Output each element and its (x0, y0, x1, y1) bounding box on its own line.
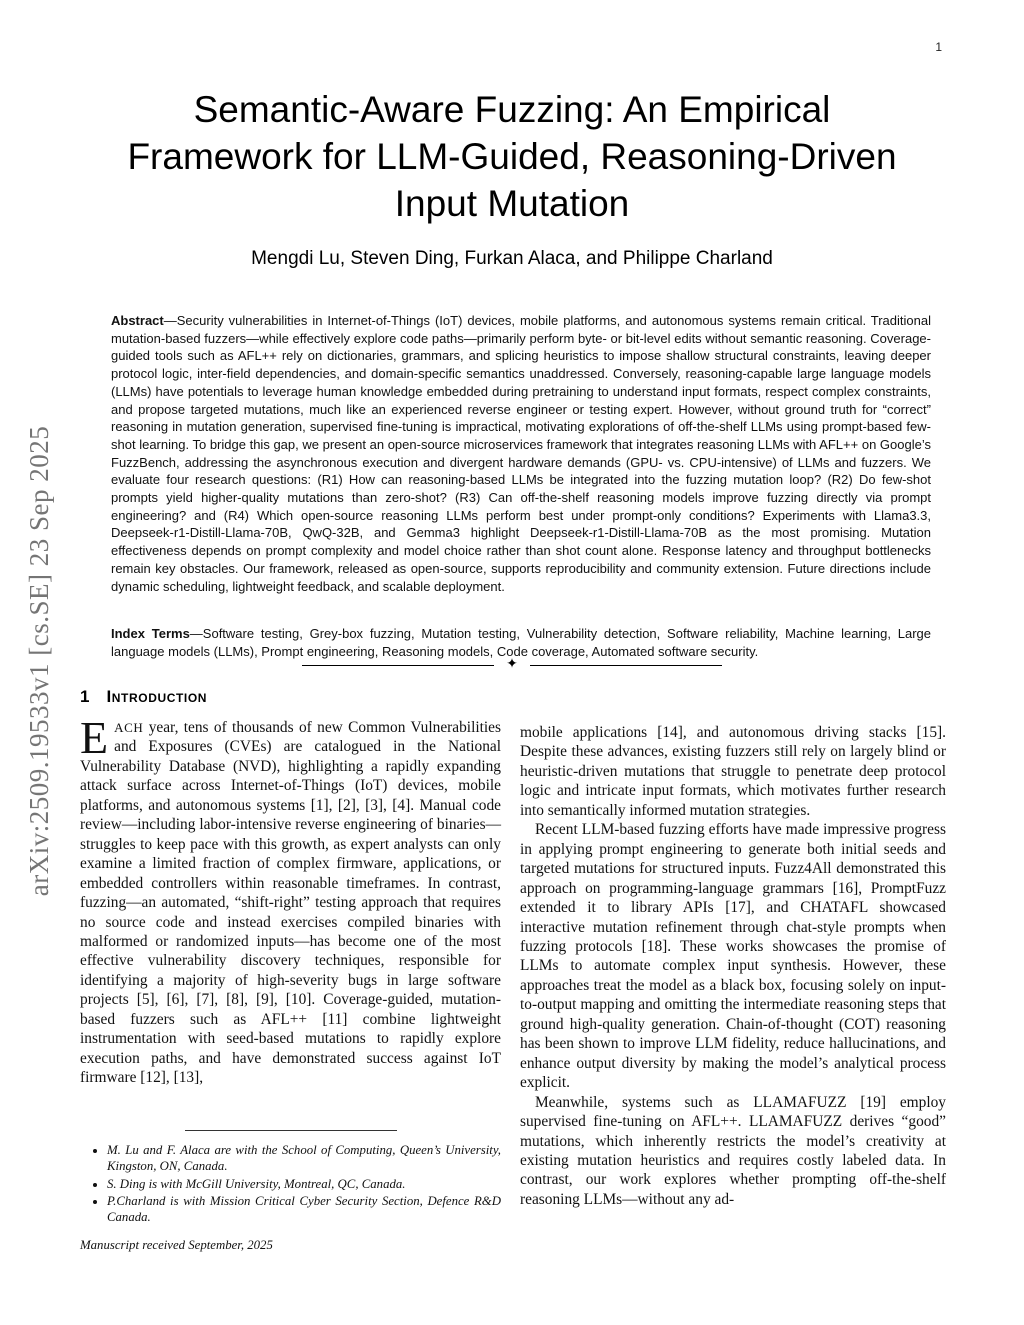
divider-line-right (530, 665, 722, 666)
footnote-item: • S. Ding is with McGill University, Montreal, QC, Canada. (107, 1176, 501, 1192)
abstract (111, 312, 931, 595)
intro-paragraph-1-text: year, tens of thousands of new Common Vulnerabilities and Exposures (CVEs) are catalogued in the National Vulnerability Database (NVD), highlighting a rapidly expanding attack surface across Internet-of-Things (IoT) devices, mobile platforms, and autonomous systems [1], [2], [3], [4]. Manual code review—including labor-intensive reverse engineering of binaries—struggles to keep pace with this growth, as expert analysts can only examine a limited fraction of complex firmware, applications, or embedded controllers within reasonable timeframes. In contrast, fuzzing—an automated, “shift-right” testing approach that requires no source code and instead exercises compiled binaries with malformed or randomized inputs—has become one of the most effective vulnerability discovery techniques, responsible for identifying a majority of high-severity bugs in large software projects [5], [6], [7], [8], [9], [10]. Coverage-guided, mutation-based fuzzers such as AFL++ [11] combine lightweight instrumentation with seed-based mutations to rapidly explore execution paths, and have demonstrated success against IoT firmware [12], [13], (80, 719, 501, 1087)
page-number: 1 (935, 40, 942, 54)
footnote-block (80, 1130, 501, 1254)
right-column (520, 723, 946, 1209)
manuscript-received-note: Manuscript received September, 2025 (80, 1238, 273, 1253)
index-terms (111, 625, 931, 660)
index-terms-text: —Software testing, Grey-box fuzzing, Mutation testing, Vulnerability detection, Software reliability, Machine learning, Large language models (LLMs), Prompt engineering, Reasoning models, Code coverage, Automated software security. (111, 626, 931, 659)
arxiv-watermark: arXiv:2509.19533v1 [cs.SE] 23 Sep 2025 (24, 425, 54, 897)
body-paragraph: Recent LLM-based fuzzing efforts have made impressive progress in applying prompt engineering to generate both initial seeds and targeted mutations for structured inputs. Fuzz4All demonstrated this approach on programming-language grammars [16], PromptFuzz extended it to library APIs [17], and CHATAFL showcased interactive mutation refinement through chat-style prompts when fuzzing protocols [18]. These works showcases the promise of LLMs to automate complex input synthesis. However, these approaches treat the model as a black box, focusing solely on input-to-output mapping and omitting the intermediate reasoning steps that ground high-quality generation. Chain-of-thought (COT) reasoning has been shown to improve LLM fidelity, reduce hallucinations, and enhance output diversity by making the model’s analytical process explicit. (520, 821, 946, 1092)
body-paragraph: mobile applications [14], and autonomous driving stacks [15]. Despite these advances, existing fuzzers still rely on largely blind or heuristic-driven mutations that struggle to penetrate deep protocol logic and intricate input formats, which motivates further research into semantically informed mutation strategies. (520, 724, 946, 819)
section-divider (302, 658, 722, 672)
body-paragraph: Meanwhile, systems such as LLAMAFUZZ [19] employ supervised fine-tuning on AFL++. LLAMAFUZZ derives “good” mutations, which inherently restricts the model’s creativity at existing mutation heuristics and requires costly labeled data. In contrast, our work explores whether prompting off-the-shelf reasoning LLMs—without any ad- (520, 1093, 946, 1208)
title-line: Framework for LLM-Guided, Reasoning-Driven (127, 136, 897, 177)
section-title: Introduction (106, 687, 208, 706)
authors-line: Mengdi Lu, Steven Ding, Furkan Alaca, and Philippe Charland (251, 248, 773, 269)
abstract-label: Abstract (111, 313, 164, 328)
left-column (80, 687, 501, 1088)
diamond-icon: ✦ (506, 657, 518, 672)
footnote-list (80, 1142, 501, 1225)
drop-cap: E (80, 712, 109, 763)
divider-line-left (302, 665, 494, 666)
paper-title (70, 86, 954, 227)
title-line: Input Mutation (394, 183, 630, 224)
footnote-item: • P.Charland is with Mission Critical Cyber Security Section, Defence R&D Canada. (107, 1193, 501, 1226)
footnote-rule (185, 1130, 397, 1131)
abstract-text: —Security vulnerabilities in Internet-of-Things (IoT) devices, mobile platforms, and autonomous systems remain critical. Traditional mutation-based fuzzers—while effectively explore code paths—primarily perform byte- or bit-level edits without semantic reasoning. Coverage-guided tools such as AFL++ rely on dictionaries, grammars, and splicing heuristics to impose shallow structural constraints, leaving deeper protocol logic, inter-field dependencies, and domain-specific semantics unaddressed. Conversely, reasoning-capable large language models (LLMs) have potentials to leverage human knowledge embedded during pretraining to understand input formats, respect complex constraints, and propose targeted mutations, much like an experienced reverse engineer or testing expert. However, without ground truth for “correct” reasoning in mutation generation, supervised fine-tuning is impractical, motivating explorations of off-the-shelf LLMs using prompt-based few-shot learning. To bridge this gap, we present an open-source microservices framework that integrates reasoning LLMs with AFL++ on Google’s FuzzBench, addressing the asynchronous execution and divergent hardware demands (GPU- vs. CPU-intensive) of LLMs and fuzzers. We evaluate four research questions: (R1) How can reasoning-based LLMs be integrated into the fuzzing mutation loop? (R2) Do few-shot prompts yield higher-quality mutations than zero-shot? (R3) Can off-the-shelf reasoning models improve fuzzing directly via prompt engineering? and (R4) Which open-source reasoning LLMs perform best under prompt-only conditions? Experiments with Llama3.3, Deepseek-r1-Distill-Llama-70B, QwQ-32B, and Gemma3 highlight Deepseek-r1-Distill-Llama-70B as the most promising. Mutation effectiveness depends on prompt complexity and model choice rather than shot count alone. Response latency and throughput bottlenecks remain key obstacles. Our framework, released as open-source, supports reproducibility and community extension. Future directions include dynamic scheduling, lightweight feedback, and scalable deployment. (111, 313, 931, 594)
section-heading-introduction (80, 687, 501, 707)
title-line: Semantic-Aware Fuzzing: An Empirical (193, 89, 831, 130)
footnote-item: • M. Lu and F. Alaca are with the School of Computing, Queen’s University, Kingston, ON, Canada. (107, 1142, 501, 1175)
section-number: 1 (80, 687, 90, 706)
lead-caps: ACH (114, 720, 144, 735)
index-terms-label: Index Terms (111, 626, 190, 641)
intro-paragraph-1 (80, 712, 501, 1088)
